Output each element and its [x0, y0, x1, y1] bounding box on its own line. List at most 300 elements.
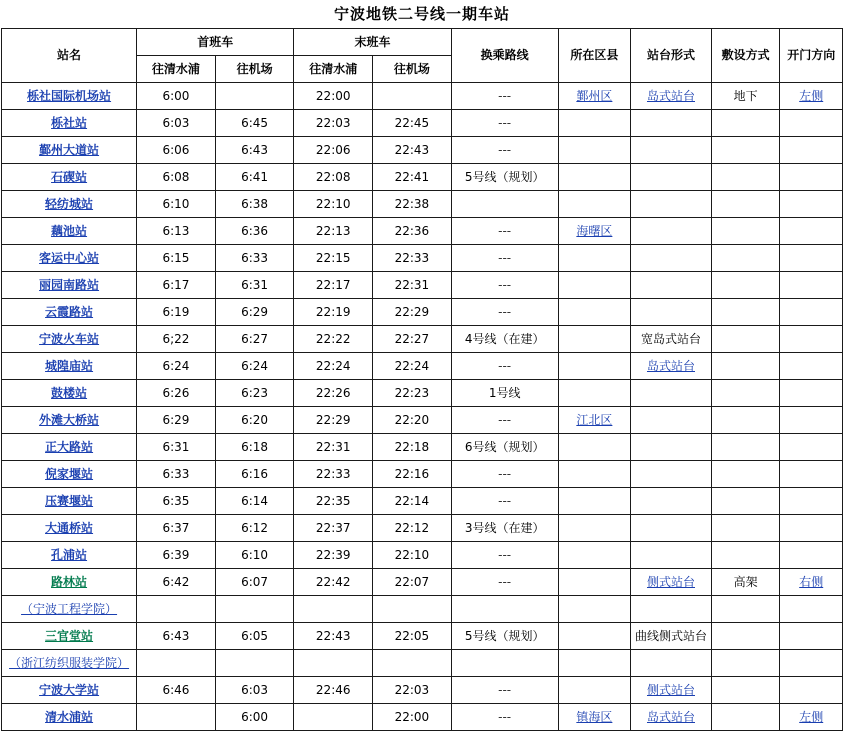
- first-train-jc: 6:18: [215, 434, 294, 461]
- platform-cell: [631, 434, 712, 461]
- station-name-cell[interactable]: [2, 515, 137, 542]
- door-cell: [780, 137, 843, 164]
- district-cell: [558, 569, 631, 596]
- last-train-jc: [373, 650, 452, 677]
- table-header: [2, 29, 843, 83]
- direction-label-last-jc: 往机场: [373, 56, 452, 83]
- station-link[interactable]: 宁波火车站: [39, 331, 100, 346]
- table-row: [2, 353, 843, 380]
- last-train-jc: [373, 83, 452, 110]
- first-train-qsp: [137, 650, 216, 677]
- transfer-cell: ---: [451, 407, 558, 434]
- door-cell[interactable]: [780, 569, 843, 596]
- station-link[interactable]: 宁波大学站: [39, 682, 100, 697]
- station-name-cell[interactable]: [2, 407, 137, 434]
- door-cell: [780, 191, 843, 218]
- last-train-qsp: 22:39: [294, 542, 373, 569]
- transfer-cell: ---: [451, 245, 558, 272]
- table-row: [2, 677, 843, 704]
- first-train-jc: 6:36: [215, 218, 294, 245]
- laying-cell: [711, 677, 780, 704]
- station-name-cell[interactable]: [2, 272, 137, 299]
- district-cell: [558, 515, 631, 542]
- door-cell[interactable]: [780, 704, 843, 731]
- table-row: [2, 407, 843, 434]
- last-train-qsp: 22:35: [294, 488, 373, 515]
- transfer-cell: ---: [451, 353, 558, 380]
- door-link[interactable]: 左侧: [799, 88, 824, 103]
- first-train-jc: 6:29: [215, 299, 294, 326]
- laying-cell: [711, 110, 780, 137]
- header-district: 所在区县: [558, 29, 631, 83]
- first-train-qsp: 6:35: [137, 488, 216, 515]
- transfer-cell: ---: [451, 542, 558, 569]
- district-cell: [558, 596, 631, 623]
- station-link[interactable]: 栎社站: [51, 115, 88, 130]
- first-train-qsp: 6:26: [137, 380, 216, 407]
- laying-cell: [711, 596, 780, 623]
- door-cell: [780, 434, 843, 461]
- table-row: [2, 542, 843, 569]
- first-train-qsp: 6:43: [137, 623, 216, 650]
- door-cell: [780, 515, 843, 542]
- station-link[interactable]: 压赛堰站: [45, 493, 94, 508]
- first-train-jc: 6:41: [215, 164, 294, 191]
- transfer-cell: 5号线（规划）: [451, 623, 558, 650]
- table-row: [2, 623, 843, 650]
- table-row: [2, 83, 843, 110]
- door-cell[interactable]: [780, 83, 843, 110]
- station-name-cell[interactable]: [2, 704, 137, 731]
- last-train-qsp: 22:43: [294, 623, 373, 650]
- door-cell: [780, 353, 843, 380]
- platform-cell[interactable]: [631, 677, 712, 704]
- last-train-jc: 22:14: [373, 488, 452, 515]
- transfer-cell: ---: [451, 704, 558, 731]
- last-train-jc: 22:24: [373, 353, 452, 380]
- last-train-jc: [373, 596, 452, 623]
- door-cell: [780, 299, 843, 326]
- last-train-qsp: 22:13: [294, 218, 373, 245]
- last-train-jc: 22:43: [373, 137, 452, 164]
- laying-cell: [711, 299, 780, 326]
- last-train-qsp: 22:31: [294, 434, 373, 461]
- laying-cell: [711, 380, 780, 407]
- station-link[interactable]: 鼓楼站: [51, 385, 88, 400]
- platform-cell: [631, 191, 712, 218]
- last-train-qsp: 22:10: [294, 191, 373, 218]
- district-cell: [558, 542, 631, 569]
- last-train-qsp: 22:37: [294, 515, 373, 542]
- door-cell: [780, 542, 843, 569]
- station-link[interactable]: 栎社国际机场站: [27, 88, 112, 103]
- platform-cell: [631, 515, 712, 542]
- door-cell: [780, 110, 843, 137]
- first-train-qsp: 6:19: [137, 299, 216, 326]
- first-train-qsp: 6;22: [137, 326, 216, 353]
- station-link[interactable]: 藕池站: [51, 223, 88, 238]
- station-link[interactable]: 云霞路站: [45, 304, 94, 319]
- station-name-cell[interactable]: [2, 677, 137, 704]
- transfer-cell: ---: [451, 488, 558, 515]
- station-name-cell[interactable]: [2, 83, 137, 110]
- platform-cell: [631, 272, 712, 299]
- table-row-subtitle: [2, 596, 843, 623]
- door-cell: [780, 245, 843, 272]
- table-row: [2, 704, 843, 731]
- station-link[interactable]: 城隍庙站: [45, 358, 94, 373]
- last-train-qsp: [294, 596, 373, 623]
- laying-cell: [711, 245, 780, 272]
- platform-cell: [631, 218, 712, 245]
- last-train-qsp: 22:17: [294, 272, 373, 299]
- direction-label-last-qsp: 往清水浦: [294, 56, 373, 83]
- station-link[interactable]: 客运中心站: [39, 250, 100, 265]
- table-body: [2, 83, 843, 731]
- first-train-qsp: 6:39: [137, 542, 216, 569]
- table-row: [2, 461, 843, 488]
- station-name-cell[interactable]: [2, 191, 137, 218]
- district-cell: [558, 272, 631, 299]
- platform-link[interactable]: 侧式站台: [646, 574, 695, 589]
- header-row: [2, 29, 843, 56]
- table-row: [2, 515, 843, 542]
- platform-cell[interactable]: [631, 704, 712, 731]
- station-name-cell[interactable]: [2, 353, 137, 380]
- header-transfer-lines: 换乘路线: [451, 29, 558, 83]
- table-row: [2, 110, 843, 137]
- first-train-jc: 6:38: [215, 191, 294, 218]
- header-door-direction: 开门方向: [780, 29, 843, 83]
- transfer-cell: ---: [451, 299, 558, 326]
- platform-cell: [631, 407, 712, 434]
- first-train-jc: 6:14: [215, 488, 294, 515]
- first-train-jc: 6:20: [215, 407, 294, 434]
- platform-cell: [631, 542, 712, 569]
- station-alias-link[interactable]: （浙江纺织服装学院）: [9, 655, 130, 670]
- transfer-cell: 3号线（在建）: [451, 515, 558, 542]
- laying-cell: 高架: [711, 569, 780, 596]
- laying-cell: [711, 137, 780, 164]
- district-link[interactable]: 镇海区: [576, 709, 613, 724]
- first-train-jc: [215, 650, 294, 677]
- station-name-cell[interactable]: [2, 299, 137, 326]
- laying-cell: [711, 191, 780, 218]
- last-train-jc: 22:36: [373, 218, 452, 245]
- last-train-qsp: 22:33: [294, 461, 373, 488]
- table-row: [2, 272, 843, 299]
- station-name-cell[interactable]: [2, 164, 137, 191]
- first-train-qsp: 6:31: [137, 434, 216, 461]
- first-train-qsp: 6:33: [137, 461, 216, 488]
- last-train-qsp: 22:29: [294, 407, 373, 434]
- first-train-jc: 6:33: [215, 245, 294, 272]
- platform-link[interactable]: 岛式站台: [646, 358, 695, 373]
- first-train-qsp: 6:37: [137, 515, 216, 542]
- first-train-qsp: 6:15: [137, 245, 216, 272]
- first-train-jc: 6:27: [215, 326, 294, 353]
- station-link[interactable]: 鄞州大道站: [39, 142, 100, 157]
- laying-cell: [711, 650, 780, 677]
- transfer-cell: 1号线: [451, 380, 558, 407]
- door-cell: [780, 623, 843, 650]
- door-link[interactable]: 右侧: [799, 574, 824, 589]
- first-train-jc: 6:24: [215, 353, 294, 380]
- table-row: [2, 191, 843, 218]
- platform-link[interactable]: 侧式站台: [646, 682, 695, 697]
- platform-cell: [631, 461, 712, 488]
- station-subtitle-cell[interactable]: [2, 650, 137, 677]
- first-train-jc: 6:00: [215, 704, 294, 731]
- last-train-qsp: 22:08: [294, 164, 373, 191]
- district-cell: [558, 650, 631, 677]
- first-train-qsp: 6:00: [137, 83, 216, 110]
- table-row: [2, 164, 843, 191]
- last-train-jc: 22:20: [373, 407, 452, 434]
- station-link[interactable]: 轻纺城站: [45, 196, 94, 211]
- first-train-jc: 6:07: [215, 569, 294, 596]
- first-train-qsp: 6:10: [137, 191, 216, 218]
- table-row: [2, 299, 843, 326]
- last-train-qsp: 22:26: [294, 380, 373, 407]
- door-cell: [780, 326, 843, 353]
- district-cell: [558, 380, 631, 407]
- district-cell: [558, 488, 631, 515]
- transfer-cell: 4号线（在建）: [451, 326, 558, 353]
- table-row-subtitle: [2, 650, 843, 677]
- transfer-cell: 5号线（规划）: [451, 164, 558, 191]
- direction-label-first-qsp: 往清水浦: [137, 56, 216, 83]
- door-cell: [780, 407, 843, 434]
- station-name-cell[interactable]: [2, 245, 137, 272]
- door-cell: [780, 461, 843, 488]
- last-train-jc: 22:05: [373, 623, 452, 650]
- last-train-qsp: 22:22: [294, 326, 373, 353]
- last-train-jc: 22:33: [373, 245, 452, 272]
- laying-cell: [711, 461, 780, 488]
- direction-label-first-jc: 往机场: [215, 56, 294, 83]
- first-train-jc: 6:05: [215, 623, 294, 650]
- district-link[interactable]: 江北区: [576, 412, 613, 427]
- platform-cell: [631, 137, 712, 164]
- district-cell[interactable]: [558, 407, 631, 434]
- table-row: [2, 488, 843, 515]
- district-cell: [558, 353, 631, 380]
- platform-cell: [631, 488, 712, 515]
- station-link[interactable]: 外滩大桥站: [39, 412, 100, 427]
- station-name-cell[interactable]: [2, 542, 137, 569]
- laying-cell: [711, 542, 780, 569]
- door-cell: [780, 218, 843, 245]
- station-alias-link[interactable]: （宁波工程学院）: [21, 601, 118, 616]
- station-link[interactable]: 正大路站: [45, 439, 94, 454]
- last-train-jc: 22:38: [373, 191, 452, 218]
- platform-cell: [631, 596, 712, 623]
- first-train-jc: 6:43: [215, 137, 294, 164]
- district-cell: [558, 434, 631, 461]
- page-title: 宁波地铁二号线一期车站: [333, 5, 510, 23]
- last-train-qsp: 22:24: [294, 353, 373, 380]
- laying-cell: [711, 623, 780, 650]
- table-row: [2, 569, 843, 596]
- header-last-train: 末班车: [294, 29, 451, 56]
- last-train-qsp: 22:06: [294, 137, 373, 164]
- last-train-jc: 22:41: [373, 164, 452, 191]
- district-cell: [558, 461, 631, 488]
- header-laying-method: 敷设方式: [711, 29, 780, 83]
- station-name-cell[interactable]: [2, 569, 137, 596]
- last-train-jc: 22:29: [373, 299, 452, 326]
- district-cell: [558, 326, 631, 353]
- district-cell: [558, 191, 631, 218]
- transfer-cell: [451, 191, 558, 218]
- district-cell: [558, 677, 631, 704]
- first-train-qsp: 6:08: [137, 164, 216, 191]
- last-train-qsp: 22:46: [294, 677, 373, 704]
- last-train-jc: 22:27: [373, 326, 452, 353]
- door-cell: [780, 677, 843, 704]
- door-cell: [780, 380, 843, 407]
- first-train-jc: [215, 596, 294, 623]
- transfer-cell: ---: [451, 677, 558, 704]
- header-platform-type: 站台形式: [631, 29, 712, 83]
- last-train-jc: 22:23: [373, 380, 452, 407]
- platform-cell: [631, 245, 712, 272]
- platform-cell[interactable]: [631, 353, 712, 380]
- first-train-qsp: 6:46: [137, 677, 216, 704]
- door-link[interactable]: 左侧: [799, 709, 824, 724]
- first-train-jc: 6:23: [215, 380, 294, 407]
- station-name-cell[interactable]: [2, 218, 137, 245]
- station-name-cell[interactable]: [2, 137, 137, 164]
- transfer-cell: ---: [451, 83, 558, 110]
- door-cell: [780, 488, 843, 515]
- station-link[interactable]: 丽园南路站: [39, 277, 100, 292]
- station-link[interactable]: 石碶站: [51, 169, 88, 184]
- first-train-qsp: 6:42: [137, 569, 216, 596]
- first-train-jc: 6:16: [215, 461, 294, 488]
- last-train-jc: 22:10: [373, 542, 452, 569]
- district-cell: [558, 164, 631, 191]
- district-link[interactable]: 鄞州区: [576, 88, 613, 103]
- stations-table: [1, 28, 843, 731]
- laying-cell: [711, 272, 780, 299]
- last-train-qsp: [294, 650, 373, 677]
- district-cell: [558, 299, 631, 326]
- last-train-jc: 22:07: [373, 569, 452, 596]
- platform-link[interactable]: 岛式站台: [646, 709, 695, 724]
- last-train-qsp: 22:19: [294, 299, 373, 326]
- station-link[interactable]: 孔浦站: [51, 547, 88, 562]
- platform-cell: [631, 380, 712, 407]
- door-cell: [780, 164, 843, 191]
- table-row: [2, 434, 843, 461]
- laying-cell: [711, 434, 780, 461]
- first-train-qsp: [137, 704, 216, 731]
- laying-cell: [711, 515, 780, 542]
- transfer-cell: [451, 596, 558, 623]
- first-train-jc: 6:10: [215, 542, 294, 569]
- table-row: [2, 137, 843, 164]
- district-cell[interactable]: [558, 83, 631, 110]
- district-cell[interactable]: [558, 218, 631, 245]
- first-train-jc: 6:12: [215, 515, 294, 542]
- district-link[interactable]: 海曙区: [576, 223, 613, 238]
- laying-cell: [711, 218, 780, 245]
- last-train-jc: 22:31: [373, 272, 452, 299]
- transfer-cell: ---: [451, 569, 558, 596]
- last-train-qsp: 22:00: [294, 83, 373, 110]
- station-name-cell[interactable]: [2, 488, 137, 515]
- platform-cell: [631, 650, 712, 677]
- station-link[interactable]: 大通桥站: [45, 520, 94, 535]
- header-first-train: 首班车: [137, 29, 294, 56]
- header-station-name: 站名: [2, 29, 137, 83]
- district-cell: [558, 110, 631, 137]
- first-train-qsp: 6:13: [137, 218, 216, 245]
- laying-cell: [711, 164, 780, 191]
- transfer-cell: ---: [451, 110, 558, 137]
- first-train-qsp: [137, 596, 216, 623]
- first-train-jc: 6:45: [215, 110, 294, 137]
- last-train-jc: 22:00: [373, 704, 452, 731]
- first-train-qsp: 6:03: [137, 110, 216, 137]
- district-cell[interactable]: [558, 704, 631, 731]
- district-cell: [558, 245, 631, 272]
- first-train-qsp: 6:06: [137, 137, 216, 164]
- transfer-cell: [451, 650, 558, 677]
- station-name-cell[interactable]: [2, 110, 137, 137]
- station-name-cell[interactable]: [2, 380, 137, 407]
- last-train-qsp: 22:03: [294, 110, 373, 137]
- platform-cell: [631, 299, 712, 326]
- table-row: [2, 245, 843, 272]
- platform-cell: 宽岛式站台: [631, 326, 712, 353]
- last-train-jc: 22:18: [373, 434, 452, 461]
- platform-link[interactable]: 岛式站台: [646, 88, 695, 103]
- first-train-jc: [215, 83, 294, 110]
- platform-cell[interactable]: [631, 569, 712, 596]
- table-row: [2, 326, 843, 353]
- station-link[interactable]: 路林站: [51, 574, 88, 589]
- last-train-jc: 22:12: [373, 515, 452, 542]
- station-link[interactable]: 清水浦站: [45, 709, 94, 724]
- station-name-cell[interactable]: [2, 434, 137, 461]
- transfer-cell: ---: [451, 218, 558, 245]
- station-link[interactable]: 倪家堰站: [45, 466, 94, 481]
- door-cell: [780, 596, 843, 623]
- platform-cell[interactable]: [631, 83, 712, 110]
- platform-cell: [631, 110, 712, 137]
- district-cell: [558, 137, 631, 164]
- table-row: [2, 218, 843, 245]
- station-subtitle-cell[interactable]: [2, 596, 137, 623]
- first-train-qsp: 6:24: [137, 353, 216, 380]
- laying-cell: 地下: [711, 83, 780, 110]
- station-name-cell[interactable]: [2, 623, 137, 650]
- district-cell: [558, 623, 631, 650]
- platform-cell: 曲线侧式站台: [631, 623, 712, 650]
- platform-cell: [631, 164, 712, 191]
- last-train-jc: 22:16: [373, 461, 452, 488]
- station-link[interactable]: 三官堂站: [45, 628, 94, 643]
- first-train-jc: 6:03: [215, 677, 294, 704]
- last-train-jc: 22:45: [373, 110, 452, 137]
- station-name-cell[interactable]: [2, 326, 137, 353]
- last-train-qsp: 22:42: [294, 569, 373, 596]
- station-name-cell[interactable]: [2, 461, 137, 488]
- transfer-cell: ---: [451, 272, 558, 299]
